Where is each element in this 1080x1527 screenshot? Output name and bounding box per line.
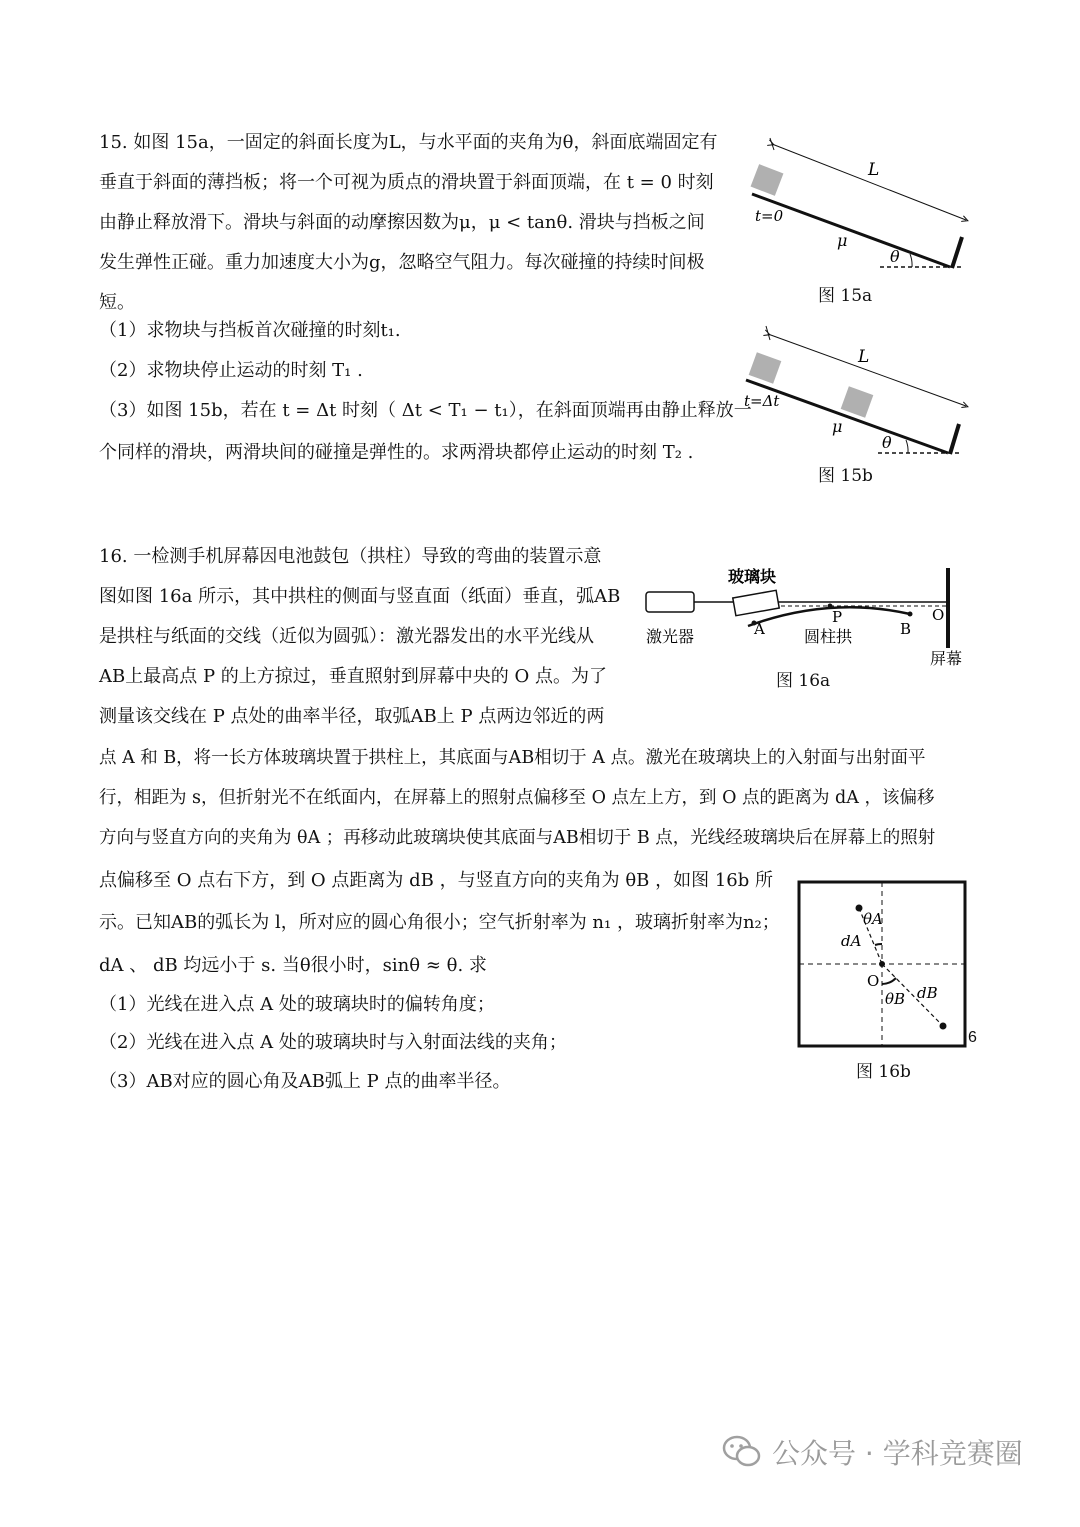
q16-line: 点 A 和 B，将一长方体玻璃块置于拱柱上，其底面与AB相切于 A 点。激光在玻璃块上的入射面与出射面平: [99, 748, 926, 768]
q16-sub-2: （2）光线在进入点 A 处的玻璃块时与入射面法线的夹角；: [99, 1032, 567, 1053]
length-label: L: [858, 347, 870, 367]
spot-a: [856, 905, 863, 912]
slider-block-top: [749, 352, 782, 383]
incline-surface: [752, 194, 950, 267]
q15-line: 短。: [99, 292, 135, 313]
point-a-label: A: [754, 620, 765, 638]
t-label: t=0: [755, 207, 784, 225]
q16-sub-1: （1）光线在进入点 A 处的玻璃块时的偏转角度；: [99, 994, 495, 1015]
q16-line: 16. 一检测手机屏幕因电池鼓包（拱柱）导致的弯曲的装置示意: [99, 546, 602, 567]
q16-sub-3: （3）AB对应的圆心角及AB弧上 P 点的曲率半径。: [99, 1071, 511, 1092]
length-arrow: [772, 144, 966, 220]
q15-sub-2: （2）求物块停止运动的时刻 T₁ .: [99, 360, 363, 381]
baffle: [952, 237, 962, 268]
slider-block: [751, 164, 784, 196]
length-label: L: [868, 160, 880, 180]
cylinder-label: 圆柱拱: [804, 627, 853, 646]
q16-line: 点偏移至 O 点右下方，到 O 点距离为 dB ，与竖直方向的夹角为 θB ，如图 16b 所: [99, 870, 773, 891]
arc-ab: [748, 607, 910, 626]
laser-device: [646, 592, 694, 612]
spot-b: [940, 1023, 947, 1030]
q15-line: 15. 如图 15a，一固定的斜面长度为L，与水平面的夹角为θ，斜面底端固定有: [99, 132, 718, 153]
mu-label: μ: [837, 231, 848, 250]
point-o: [879, 961, 885, 967]
q16-line: 测量该交线在 P 点处的曲率半径，取弧AB上 P 点两边邻近的两: [99, 706, 605, 727]
d-b-label: dB: [917, 984, 938, 1002]
q16-line: AB上最高点 P 的上方掠过，垂直照射到屏幕中央的 O 点。为了: [99, 666, 607, 687]
theta-a-label: θA: [863, 910, 883, 928]
q16-line: dA 、 dB 均远小于 s. 当θ很小时，sinθ ≈ θ. 求: [99, 955, 487, 976]
wechat-icon: [722, 1435, 762, 1469]
slider-block-middle: [841, 386, 874, 417]
q16-line: 方向与竖直方向的夹角为 θA ；再移动此玻璃块使其底面与AB相切于 B 点，光线经玻璃块后在屏幕上的照射: [99, 828, 936, 848]
fig16a-caption: 图 16a: [776, 671, 831, 691]
q15-sub-4: 个同样的滑块，两滑块间的碰撞是弹性的。求两滑块都停止运动的时刻 T₂ .: [99, 442, 694, 463]
figure-15a: [740, 130, 980, 280]
q16-line: 是拱柱与纸面的交线（近似为圆弧）：激光器发出的水平光线从: [99, 626, 594, 647]
fig15a-caption: 图 15a: [818, 286, 873, 306]
o-label: O: [867, 972, 880, 990]
q16-line: 图如图 16a 所示，其中拱柱的侧面与竖直面（纸面）垂直，弧AB: [99, 586, 621, 607]
laser-label: 激光器: [646, 627, 695, 646]
q15-line: 发生弹性正碰。重力加速度大小为g，忽略空气阻力。每次碰撞的持续时间极: [99, 252, 705, 273]
point-p-label: P: [832, 608, 843, 626]
glass-label: 玻璃块: [728, 567, 777, 586]
t-label: t=Δt: [744, 392, 780, 410]
q15-sub-1: （1）求物块与挡板首次碰撞的时刻t₁.: [99, 320, 401, 341]
theta-label: θ: [882, 433, 892, 452]
fig15b-caption: 图 15b: [818, 466, 873, 486]
q16-line: 行，相距为 s，但折射光不在纸面内，在屏幕上的照射点偏移至 O 点左上方，到 O 点的距离为 dA ，该偏移: [99, 788, 935, 808]
q16-line: 示。已知AB的弧长为 l，所对应的圆心角很小；空气折射率为 n₁ ，玻璃折射率为n₂；: [99, 912, 780, 933]
theta-label: θ: [890, 247, 900, 266]
baffle: [950, 424, 959, 454]
screen-label: 屏幕: [930, 649, 963, 668]
mu-label: μ: [832, 417, 843, 436]
q15-sub-3: （3）如图 15b，若在 t = Δt 时刻（ Δt < T₁ − t₁），在斜面顶端再由静止释放一: [99, 400, 752, 421]
figure-15b: [740, 320, 980, 460]
figure-16a: [640, 560, 980, 670]
q15-line: 由静止释放滑下。滑块与斜面的动摩擦因数为μ，μ < tanθ. 滑块与挡板之间: [99, 212, 705, 233]
d-a-label: dA: [841, 932, 862, 950]
point-o-label: O: [932, 606, 945, 624]
watermark: [722, 1432, 1023, 1472]
theta-b-label: θB: [885, 990, 906, 1008]
glass-block: [733, 590, 779, 615]
point-b-label: B: [900, 620, 912, 638]
figure-16b: [797, 880, 969, 1050]
q15-line: 垂直于斜面的薄挡板；将一个可视为质点的滑块置于斜面顶端，在 t = 0 时刻: [99, 172, 714, 193]
fig16b-caption: 图 16b: [856, 1062, 911, 1082]
page-number: 6: [968, 1029, 977, 1046]
watermark-text: 公众号 · 学科竞赛圈: [772, 1437, 1023, 1470]
incline-surface: [746, 380, 948, 453]
